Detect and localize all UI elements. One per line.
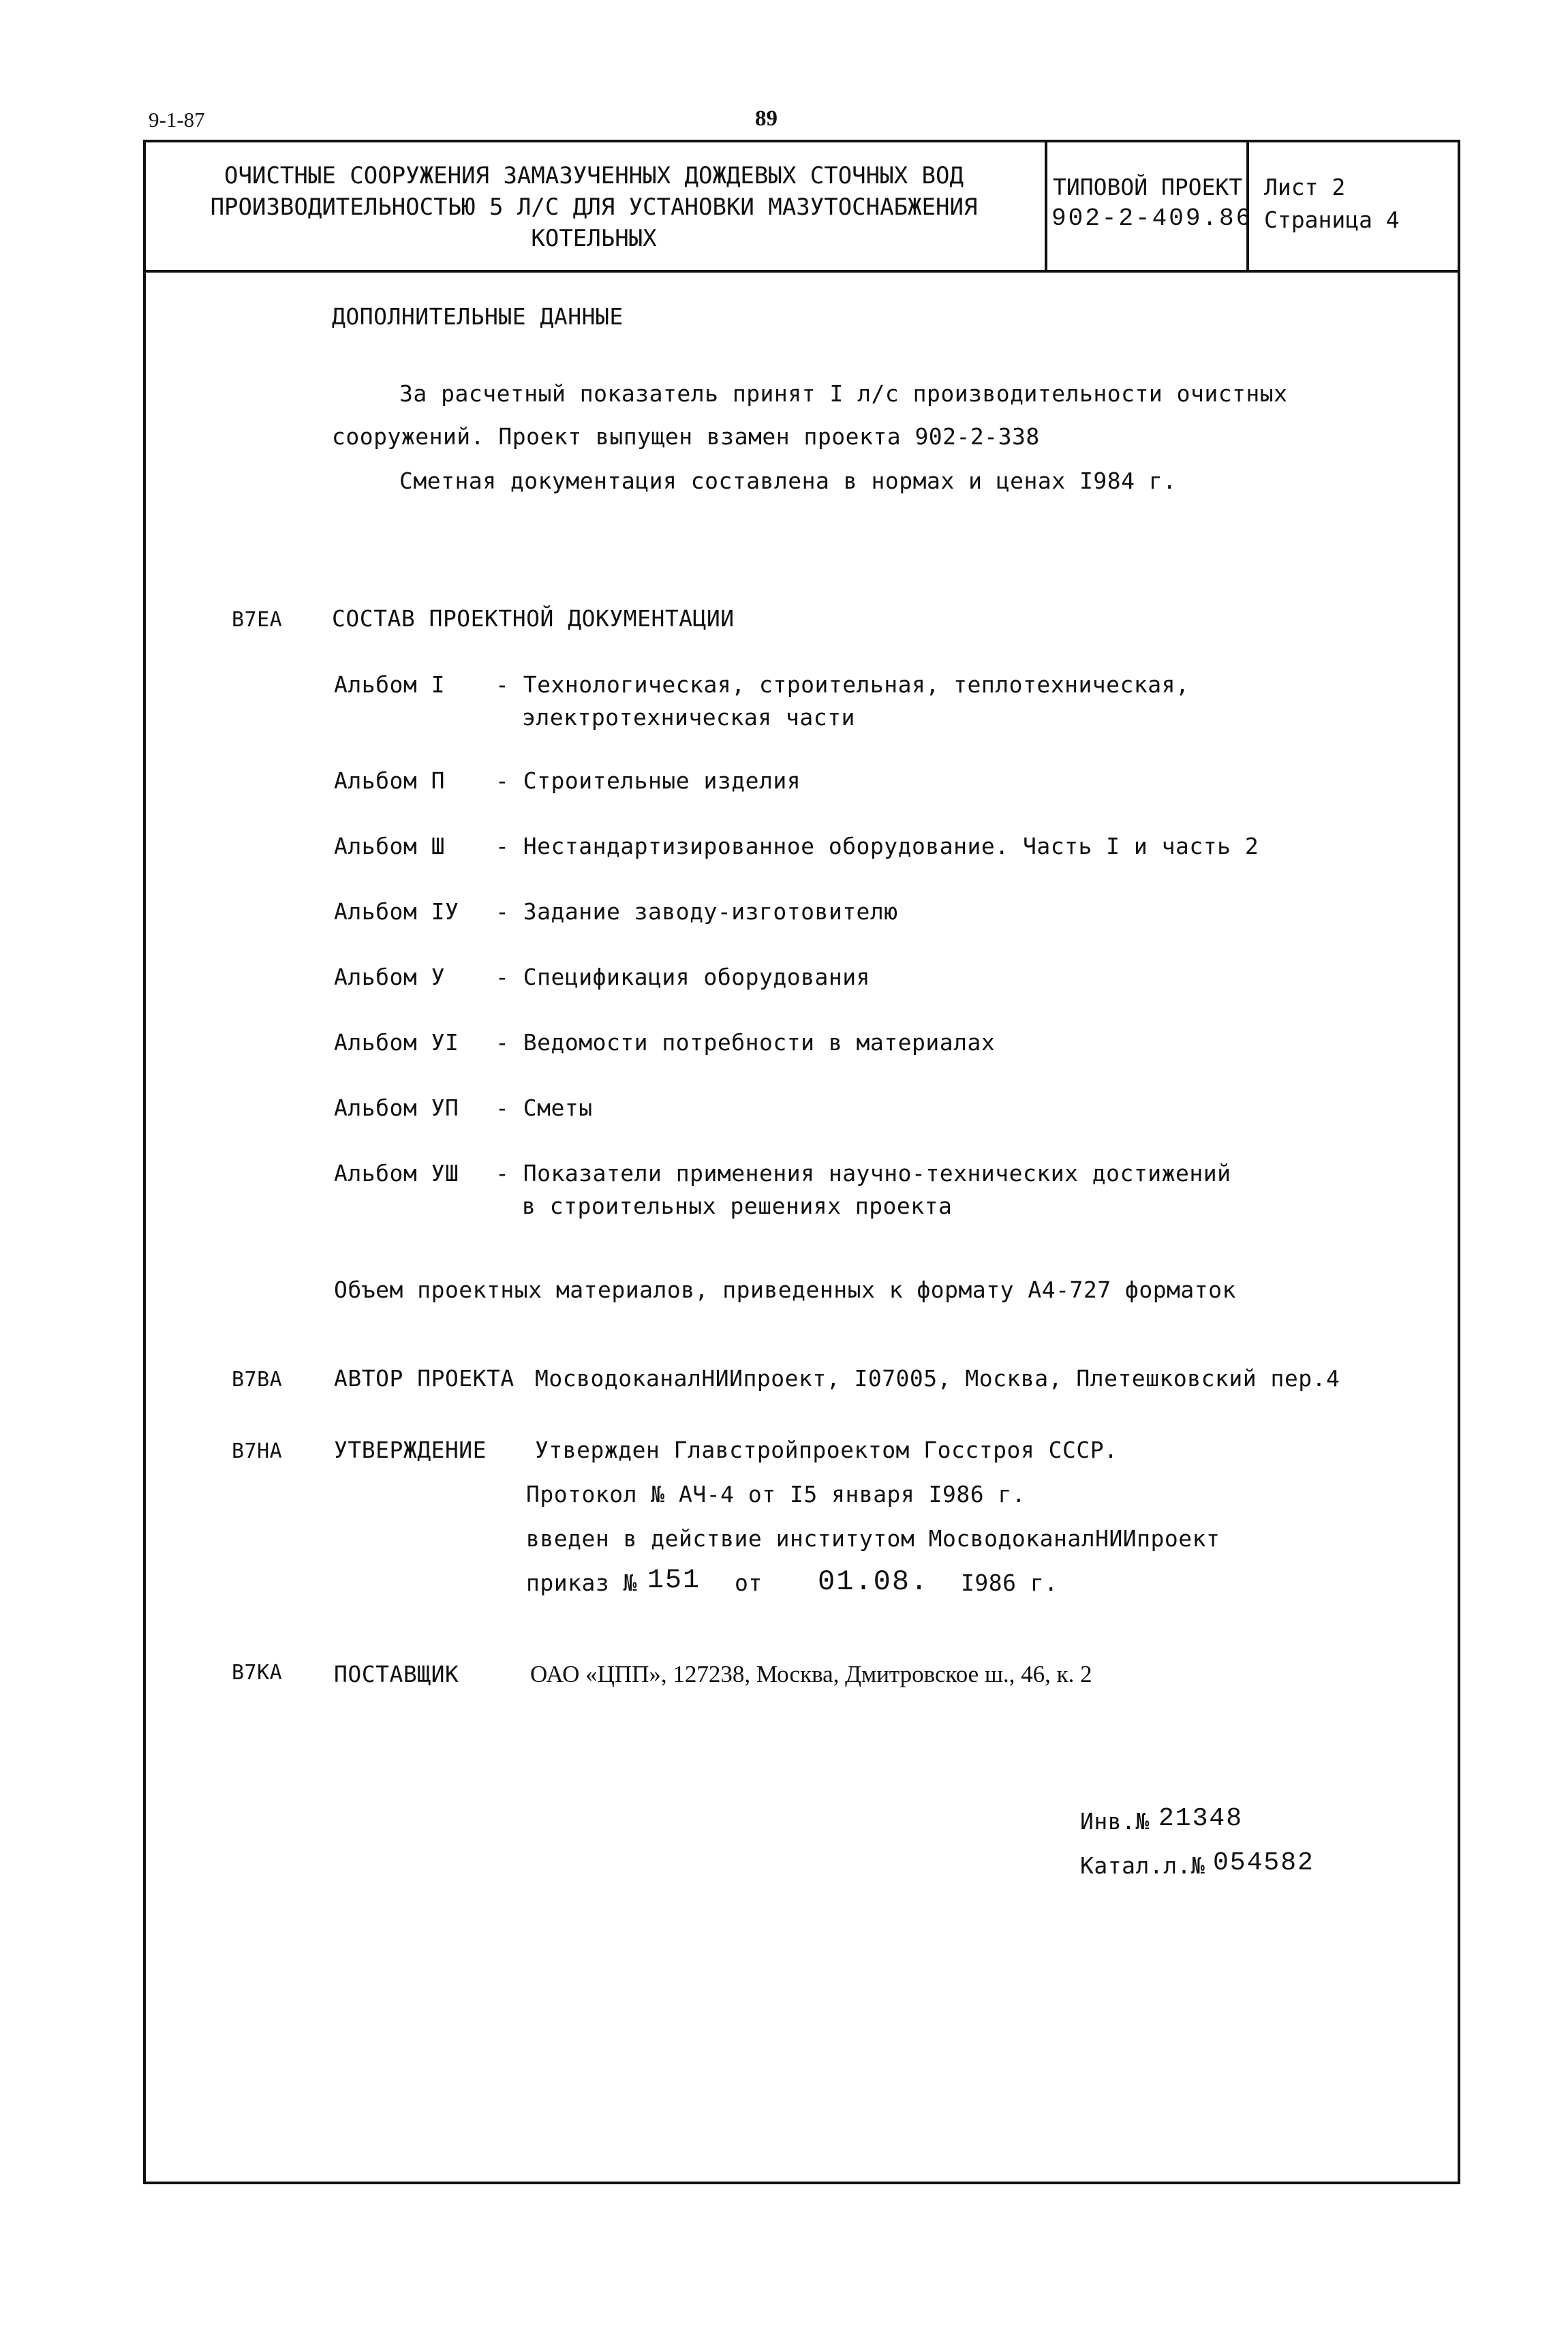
order-number: 151 — [647, 1565, 701, 1596]
supplier-text: ОАО «ЦПП», 127238, Москва, Дмитровское ш., 46, к. 2 — [530, 1661, 1092, 1687]
album-name: Альбом УI — [334, 1029, 459, 1056]
catalog-number: 054582 — [1213, 1848, 1315, 1878]
album-name: Альбом УШ — [334, 1160, 459, 1187]
album-name: Альбом Ш — [334, 833, 445, 859]
header-title-line-3: КОТЕЛЬНЫХ — [531, 225, 657, 252]
order-from: от — [735, 1570, 763, 1596]
composition-heading: СОСТАВ ПРОЕКТНОЙ ДОКУМЕНТАЦИИ — [332, 605, 735, 632]
author-text: МосводоканалНИИпроект, I07005, Москва, Плетешковский пер.4 — [535, 1365, 1340, 1392]
approval-code: В7НА — [232, 1439, 283, 1463]
album-name: Альбом У — [334, 964, 445, 990]
album-desc: - Показатели применения научно-технических достижений — [495, 1160, 1231, 1187]
inventory-number: 21348 — [1158, 1804, 1244, 1833]
album-desc: - Нестандартизированное оборудование. Часть I и часть 2 — [495, 833, 1259, 859]
sheet-label: Лист 2 — [1264, 174, 1346, 200]
composition-code: В7ЕА — [232, 608, 283, 632]
album-desc-cont: в строительных решениях проекта — [522, 1193, 953, 1219]
approval-line-3: введен в действие институтом МосводоканалНИИпроект — [526, 1525, 1220, 1552]
header-divider — [143, 270, 1460, 273]
page-label: Страница 4 — [1264, 206, 1400, 233]
page-number: 89 — [755, 106, 778, 131]
header-title — [146, 160, 1042, 254]
catalog-label: Катал.л.№ — [1080, 1852, 1205, 1879]
album-desc: - Ведомости потребности в материалах — [495, 1029, 996, 1056]
author-label: АВТОР ПРОЕКТА — [334, 1365, 514, 1392]
album-desc-cont: электротехническая части — [522, 704, 855, 731]
supplier-code: В7КА — [232, 1661, 283, 1685]
album-desc: - Задание заводу-изготовителю — [495, 898, 898, 925]
volume-note: Объем проектных материалов, приведенных к формату А4-727 форматок — [334, 1276, 1236, 1303]
album-desc: - Строительные изделия — [495, 767, 801, 794]
additional-heading: ДОПОЛНИТЕЛЬНЫЕ ДАННЫЕ — [332, 303, 624, 330]
project-number: 902-2-409.86 — [1051, 204, 1253, 232]
approval-line-1: Утвержден Главстройпроектом Госстроя СССР. — [535, 1437, 1118, 1463]
approval-label: УТВЕРЖДЕНИЕ — [334, 1437, 487, 1463]
project-label: ТИПОВОЙ ПРОЕКТ — [1053, 174, 1243, 200]
album-desc: - Сметы — [495, 1095, 593, 1121]
author-code: В7ВА — [232, 1368, 283, 1392]
header-title-line-2: ПРОИЗВОДИТЕЛЬНОСТЬЮ 5 Л/С ДЛЯ УСТАНОВКИ МАЗУТОСНАБЖЕНИЯ — [210, 194, 978, 221]
order-year: I986 г. — [961, 1570, 1058, 1596]
additional-line-1: За расчетный показатель принят I л/с производительности очистных — [399, 380, 1288, 407]
approval-line-2: Протокол № АЧ-4 от I5 января I986 г. — [526, 1481, 1026, 1508]
additional-line-2: сооружений. Проект выпущен взамен проекта 902-2-338 — [332, 423, 1040, 450]
header-divider-vertical-1 — [1045, 140, 1047, 271]
order-date: 01.08. — [818, 1565, 929, 1598]
doc-code: 9-1-87 — [149, 108, 205, 132]
header-title-line-1: ОЧИСТНЫЕ СООРУЖЕНИЯ ЗАМАЗУЧЕННЫХ ДОЖДЕВЫХ СТОЧНЫХ ВОД — [224, 162, 964, 189]
album-desc: - Спецификация оборудования — [495, 964, 870, 990]
inventory-label: Инв.№ — [1080, 1808, 1150, 1835]
album-name: Альбом УП — [334, 1095, 459, 1121]
album-name: Альбом П — [334, 767, 445, 794]
additional-line-3: Сметная документация составлена в нормах и ценах I984 г. — [399, 468, 1177, 494]
supplier-label: ПОСТАВЩИК — [334, 1661, 459, 1687]
order-prefix: приказ № — [526, 1570, 637, 1596]
album-name: Альбом IУ — [334, 898, 459, 925]
album-name: Альбом I — [334, 671, 445, 698]
album-desc: - Технологическая, строительная, теплотехническая, — [495, 671, 1190, 698]
